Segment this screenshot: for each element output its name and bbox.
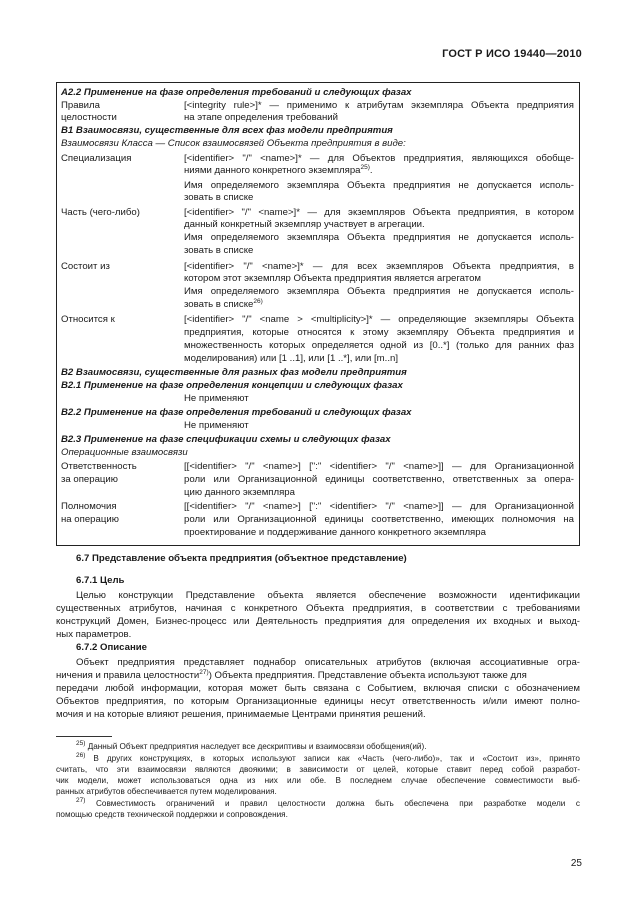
b21-heading: В2.1 Применение на фазе определения концепции и следующих фазах <box>61 380 403 391</box>
purpose-para-line-2: существенных атрибутов, начиная с конкретного Объекта предприятия, в соответствии с требованиями <box>56 603 580 614</box>
consists-label: Состоит из <box>61 261 110 272</box>
authority-label: Полномочия <box>61 501 117 512</box>
description-para-line-5: мочия и на которые влияют решения, принимаемые Центрами принятия решений. <box>56 709 426 720</box>
rules-desc: [<integrity rule>]* — применимо к атрибутам экземпляра Объекта предприятия <box>184 100 574 111</box>
footnote-ref-27[interactable]: 27) <box>199 669 209 676</box>
relates-desc-2: предприятия, которые относятся к этому экземпляру Объекта предприятия и <box>184 327 574 338</box>
authority-desc-2: роли или Организационной единицы соответственно, имеющих полномочия на <box>184 514 574 525</box>
authority-desc: [[<identifier> "/" <name>] [":" <identifier> "/" <name>]] — для Организационной <box>184 501 574 512</box>
description-para-line-3: передачи любой информации, которая может быть связана с Событием, включая списки с обозначением <box>56 683 580 694</box>
purpose-para-line-4: ных параметров. <box>56 629 132 640</box>
standard-designation: ГОСТ Р ИСО 19440—2010 <box>442 48 582 60</box>
footnote-ref-26[interactable]: 26) <box>253 298 263 305</box>
footnote-27-line-2: помощью средств технической поддержки и сопровождения. <box>56 810 288 819</box>
relates-desc: [<identifier> "/" <name > <multiplicity>]* — определяющие экземпляры Объекта <box>184 314 574 325</box>
footnote-26: $^{26)}$ В других конструкциях, в которых используют записи как «Часть (чего-либо)», так и «Состоит из», принято <box>76 752 580 763</box>
part-desc-3: Имя определяемого экземпляра Объекта предприятия не допускается исполь- <box>184 232 574 243</box>
description-para-line-1: Объект предприятия представляет поднабор описательных атрибутов (включая ассоциативные огра- <box>76 657 580 668</box>
responsibility-label-2: за операцию <box>61 474 118 485</box>
part-desc-4: зовать в списке <box>184 245 254 256</box>
responsibility-desc: [[<identifier> "/" <name>] [":" <identifier> "/" <name>]] — для Организационной <box>184 461 574 472</box>
part-desc: [<identifier> "/" <name>]* — для экземпляров Объекта предприятия, в котором <box>184 207 574 218</box>
footnote-26-line-4: ранных атрибутов обеспечивается путем моделирования. <box>56 787 277 796</box>
b1-heading: В1 Взаимосвязи, существенные для всех фаз модели предприятия <box>61 125 393 136</box>
spec-desc-2: ниями данного конкретного экземпляра$^{25)}$. <box>184 164 373 176</box>
a22-heading: А2.2 Применение на фазе определения требований и следующих фазах <box>61 87 412 98</box>
footnote-separator <box>56 736 112 737</box>
consists-desc: [<identifier> "/" <name>]* — для всех экземпляров Объекта предприятия, в <box>184 261 574 272</box>
responsibility-desc-3: цию данного экземпляра <box>184 487 295 498</box>
footnote-ref-25[interactable]: 25) <box>360 164 370 171</box>
b23-subheading: Операционные взаимосвязи <box>61 447 188 458</box>
spec-desc-4: зовать в списке <box>184 192 254 203</box>
footnote-26-line-2: считать, что эти взаимосвязи являются двоякими; в зависимости от целей, которые ставит перед собой разработ- <box>56 765 580 774</box>
spec-label: Специализация <box>61 153 132 164</box>
section-6-7-2-heading: 6.7.2 Описание <box>76 642 147 653</box>
b1-subheading: Взаимосвязи Класса — Список взаимосвязей Объекта предприятия в виде: <box>61 138 406 149</box>
purpose-para-line-3: конструкций Домен, Бизнес-процесс или Деятельность предприятия для определения их входных и выход- <box>56 616 580 627</box>
consists-desc-2: котором этот экземпляр Объекта предприятия является агрегатом <box>184 273 482 284</box>
b23-heading: В2.3 Применение на фазе спецификации схемы и следующих фазах <box>61 434 391 445</box>
consists-desc-3: Имя определяемого экземпляра Объекта предприятия не допускается исполь- <box>184 286 574 297</box>
part-desc-2: данный конкретный экземпляр участвует в агрегации. <box>184 219 425 230</box>
purpose-para-line-1: Целью конструкции Представление объекта является обеспечение возможности идентификации <box>76 590 580 601</box>
rules-desc-2: на этапе определения требований <box>184 112 338 123</box>
b22-heading: В2.2 Применение на фазе определения требований и следующих фазах <box>61 407 412 418</box>
authority-desc-3: проектирование и поддерживание данного конкретного экземпляра <box>184 527 486 538</box>
consists-desc-4: зовать в списке$^{26)}$ <box>184 298 263 310</box>
attribute-table <box>56 82 580 546</box>
authority-label-2: на операцию <box>61 514 119 525</box>
part-label: Часть (чего-либо) <box>61 207 140 218</box>
section-6-7-heading: 6.7 Представление объекта предприятия (объектное представление) <box>76 553 407 564</box>
relates-desc-3: множественность которых определяется одной из [0..*] (только для ранних фаз <box>184 340 574 351</box>
section-6-7-1-heading: 6.7.1 Цель <box>76 575 125 586</box>
spec-desc: [<identifier> "/" <name>]* — для Объектов предприятия, являющихся обобще- <box>184 153 574 164</box>
rules-label-2: целостности <box>61 112 117 123</box>
footnote-26-line-3: чик модели, может использоваться одна из них или обе. В последнем случае обеспечение совместимости выб- <box>56 776 580 785</box>
rules-label: Правила <box>61 100 100 111</box>
relates-desc-4: моделирования) или [1 ..1], или [1 ..*], или [m..n] <box>184 353 398 364</box>
b22-not-applied: Не применяют <box>184 420 249 431</box>
relates-label: Относится к <box>61 314 115 325</box>
description-para-line-2: ничения и правила целостности$^{27)}$) Объекта предприятия. Представление объекта используют также для <box>56 669 527 681</box>
b2-heading: В2 Взаимосвязи, существенные для разных фаз модели предприятия <box>61 367 407 378</box>
footnote-25: $^{25)}$ Данный Объект предприятия наследует все дескриптивы и взаимосвязи обобщения(ий). <box>76 740 427 751</box>
b21-not-applied: Не применяют <box>184 393 249 404</box>
responsibility-label: Ответственность <box>61 461 137 472</box>
spec-desc-3: Имя определяемого экземпляра Объекта предприятия не допускается исполь- <box>184 180 574 191</box>
responsibility-desc-2: роли или Организационной единицы соответственно, ответственных за опера- <box>184 474 574 485</box>
footnote-27: $^{27)}$ Совместимость ограничений и правил целостности должна быть обеспечена при разработке модели с <box>76 797 580 808</box>
description-para-line-4: Объектов предприятия, по которым Организационные единицы несут ответственность и/или имеют полно- <box>56 696 580 707</box>
page-number: 25 <box>570 858 582 869</box>
